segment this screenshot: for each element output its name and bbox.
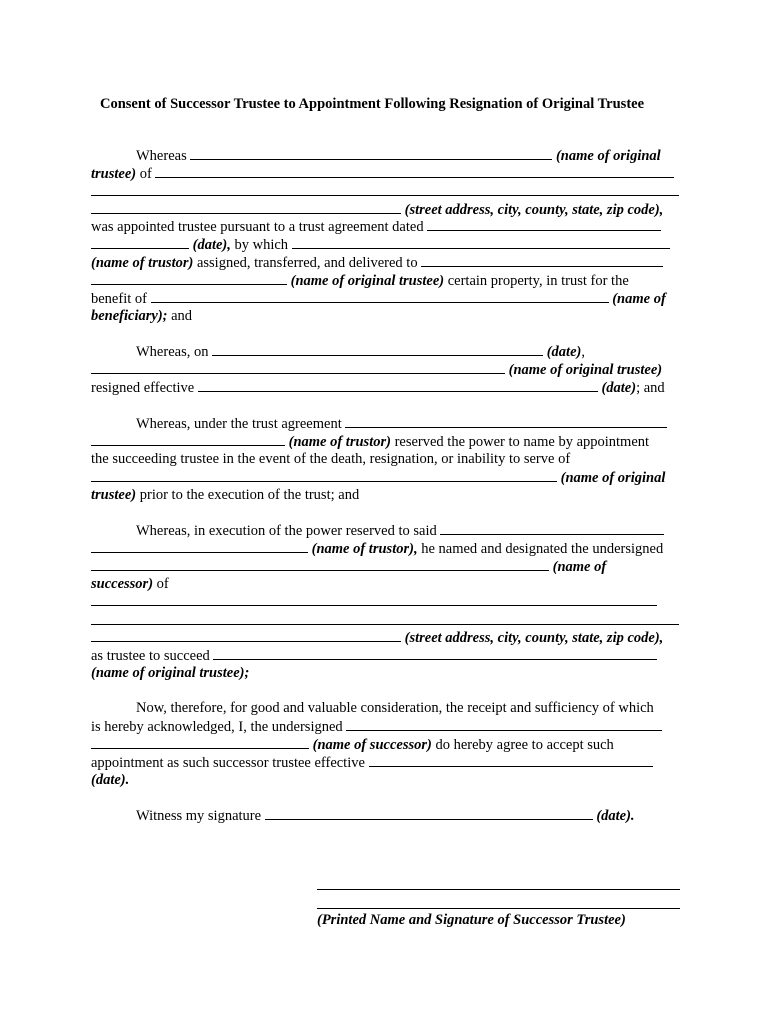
p4-line4: successor) of bbox=[91, 576, 169, 592]
p4-line1: Whereas, in execution of the power reserved to said bbox=[136, 521, 664, 540]
p2-line3: resigned effective (date); and bbox=[91, 380, 665, 396]
p6-line1: Witness my signature (date). bbox=[136, 808, 635, 824]
p1-line4: (street address, city, county, state, zip code), bbox=[91, 200, 663, 219]
resigning-trustee-name-blank[interactable] bbox=[91, 360, 505, 374]
resignation-date-blank[interactable] bbox=[212, 342, 543, 356]
trust-agreement-date-blank-2[interactable] bbox=[91, 235, 189, 249]
document-title: Consent of Successor Trustee to Appointment Following Resignation of Original Trustee bbox=[100, 96, 645, 112]
delivered-to-blank[interactable] bbox=[421, 253, 663, 267]
p4-line8: as trustee to succeed bbox=[91, 646, 657, 665]
trust-agreement-trustor-blank[interactable] bbox=[345, 414, 667, 428]
original-trustee-address-blank-2[interactable] bbox=[91, 195, 679, 196]
original-trustee-name-blank[interactable] bbox=[190, 146, 552, 160]
trustor-name-blank[interactable] bbox=[292, 235, 670, 249]
p1-line9: benefit of (name of bbox=[91, 291, 666, 307]
acceptance-date-blank[interactable] bbox=[369, 753, 653, 767]
p4-line3: (name of bbox=[91, 557, 606, 576]
p1-line5: was appointed trustee pursuant to a trust agreement dated bbox=[91, 217, 661, 236]
signature-date-blank[interactable] bbox=[265, 806, 593, 820]
p3-line3: the succeeding trustee in the event of the death, resignation, or inability to serve of bbox=[91, 451, 571, 467]
p1-line7: (name of trustor) assigned, transferred, and delivered to bbox=[91, 253, 663, 272]
undersigned-name-blank[interactable] bbox=[346, 717, 662, 731]
original-trustee-serve-blank[interactable] bbox=[91, 468, 557, 482]
trustee-to-succeed-blank[interactable] bbox=[213, 646, 657, 660]
p5-line5: (date). bbox=[91, 772, 130, 788]
trust-agreement-date-blank[interactable] bbox=[427, 217, 661, 231]
p4-line9: (name of original trustee); bbox=[91, 665, 250, 681]
p3-line2: (name of trustor) reserved the power to name by appointment bbox=[91, 432, 649, 451]
p3-line4: (name of original bbox=[91, 468, 665, 487]
p5-line3: (name of successor) do hereby agree to accept such bbox=[91, 735, 614, 754]
said-trustor-blank[interactable] bbox=[440, 521, 664, 535]
p1-line10: beneficiary); and bbox=[91, 308, 193, 324]
delivered-to-blank-2[interactable] bbox=[91, 271, 287, 285]
p3-line5: trustee) prior to the execution of the trust; and bbox=[91, 487, 360, 503]
p5-line2: is hereby acknowledged, I, the undersigned bbox=[91, 717, 662, 736]
printed-name-line[interactable] bbox=[317, 889, 680, 890]
original-trustee-address-blank-1[interactable] bbox=[155, 164, 674, 178]
p2-line2: (name of original trustee) bbox=[91, 360, 662, 379]
beneficiary-name-blank[interactable] bbox=[151, 289, 609, 303]
p4-line7: (street address, city, county, state, zip code), bbox=[91, 628, 663, 647]
successor-address-blank-3[interactable] bbox=[91, 628, 401, 642]
undersigned-name-blank-2[interactable] bbox=[91, 735, 309, 749]
signature-caption: (Printed Name and Signature of Successor Trustee) bbox=[317, 912, 626, 928]
resigned-effective-date-blank[interactable] bbox=[198, 378, 598, 392]
said-trustor-blank-2[interactable] bbox=[91, 539, 308, 553]
successor-name-blank[interactable] bbox=[91, 557, 549, 571]
p3-line1: Whereas, under the trust agreement bbox=[136, 414, 667, 433]
p2-line1: Whereas, on (date), bbox=[136, 344, 585, 360]
original-trustee-address-blank-3[interactable] bbox=[91, 200, 401, 214]
signature-line[interactable] bbox=[317, 908, 680, 909]
p1-line2: trustee) of bbox=[91, 164, 674, 183]
p4-line2: (name of trustor), he named and designated the undersigned bbox=[91, 539, 663, 558]
successor-address-blank-2[interactable] bbox=[91, 624, 679, 625]
p1-line8: (name of original trustee) certain property, in trust for the bbox=[91, 271, 629, 290]
trust-agreement-trustor-blank-2[interactable] bbox=[91, 432, 285, 446]
p1-line6: (date), by which bbox=[91, 235, 670, 254]
p5-line1: Now, therefore, for good and valuable consideration, the receipt and sufficiency of which bbox=[136, 700, 654, 716]
p5-line4: appointment as such successor trustee effective bbox=[91, 753, 653, 772]
successor-address-blank-1[interactable] bbox=[91, 605, 657, 606]
p1-line1: Whereas (name of original bbox=[136, 148, 661, 164]
